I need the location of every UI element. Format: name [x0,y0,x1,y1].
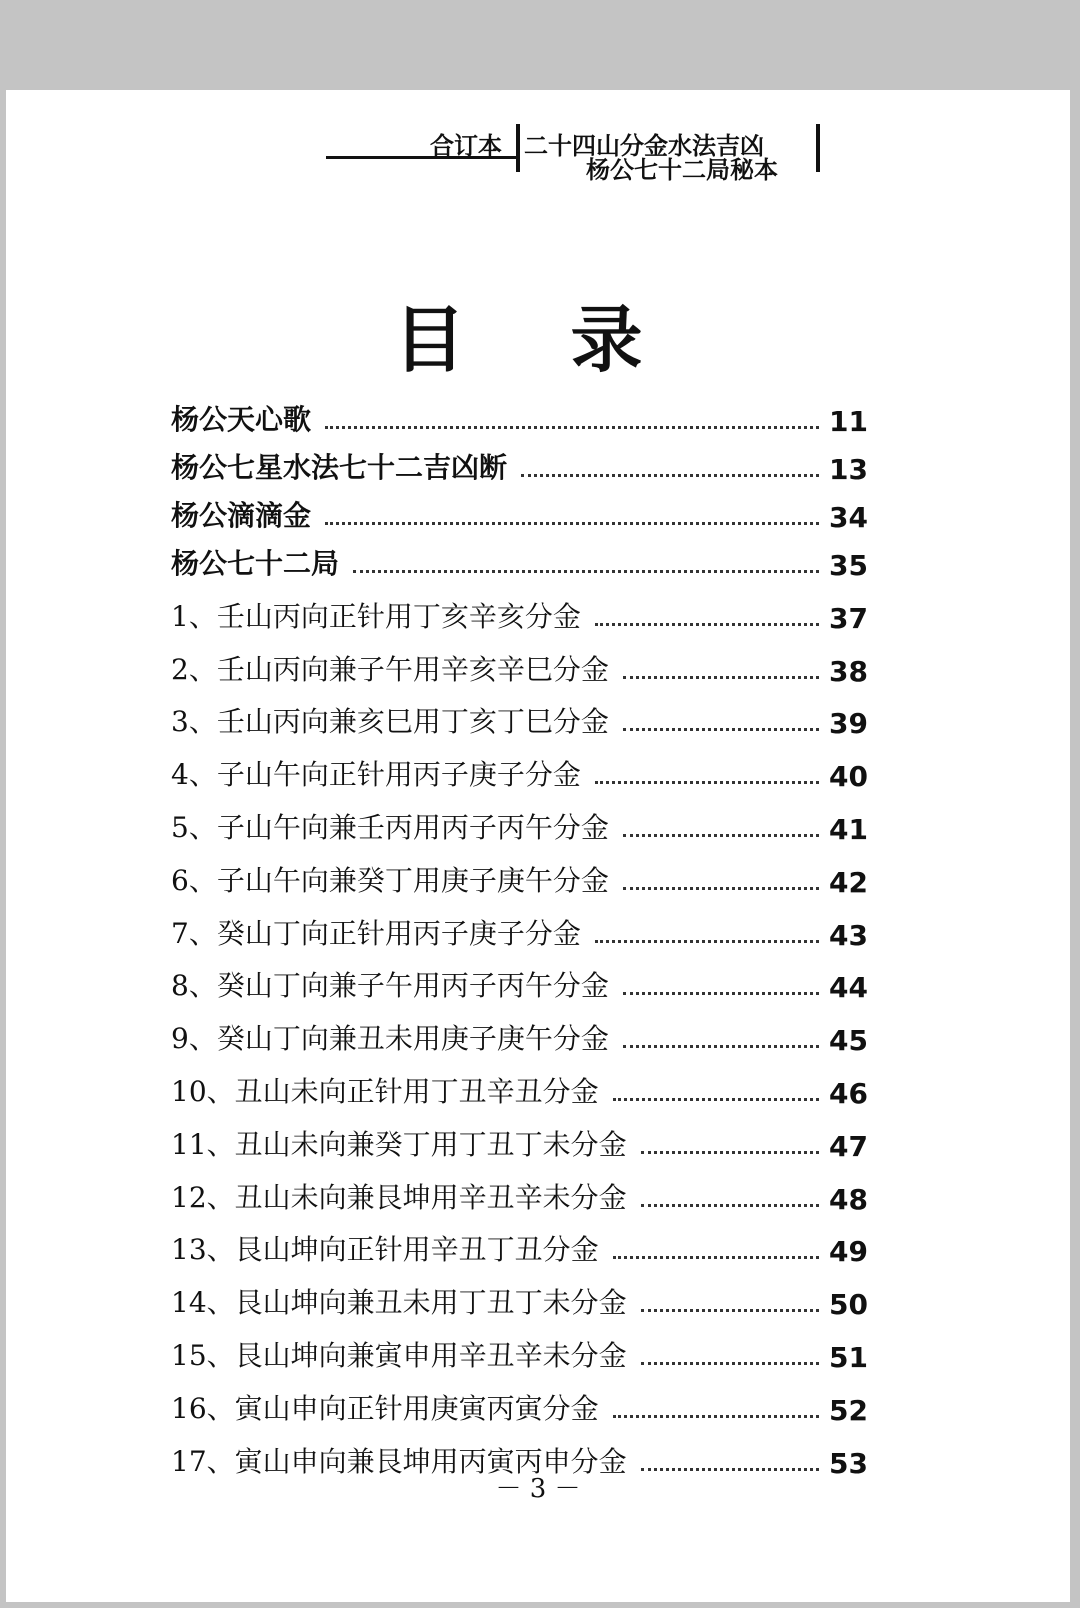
toc-entry-label: 9、癸山丁向兼丑未用庚子庚午分金 [171,1022,609,1056]
toc-entry-page: 44 [829,971,868,1005]
toc-entry-page: 45 [829,1024,868,1058]
toc-entry-page: 41 [829,812,868,846]
toc-entry-label: 11、丑山未向兼癸丁用丁丑丁未分金 [171,1127,627,1161]
leader-dots [595,781,819,784]
toc-entry-label: 5、子山午向兼壬丙用丙子丙午分金 [171,810,609,844]
header-title-line1: 二十四山分金水法吉凶 [524,132,764,160]
leader-dots [641,1362,819,1365]
toc-entry[interactable] [171,582,891,635]
leader-dots [641,1204,819,1207]
toc-title: 目 录 [393,298,683,382]
toc-entry-page: 52 [829,1393,868,1427]
toc-entry[interactable] [171,846,891,899]
toc-entry-label: 15、艮山坤向兼寅申用辛丑辛未分金 [171,1338,627,1372]
toc-entry-label: 17、寅山申向兼艮坤用丙寅丙申分金 [171,1444,627,1478]
toc-entry-page: 48 [829,1182,868,1216]
toc-entry[interactable] [171,635,891,688]
toc-entry-label: 10、丑山未向正针用丁丑辛丑分金 [171,1074,599,1108]
toc-entry-page: 37 [829,601,868,635]
toc-entry-label: 13、艮山坤向正针用辛丑丁丑分金 [171,1233,599,1267]
toc-entry[interactable] [171,793,891,846]
toc-entry-page: 40 [829,760,868,794]
toc-entry[interactable] [171,438,891,486]
toc-entry[interactable] [171,1216,891,1269]
toc-entry-label: 3、壬山丙向兼亥巳用丁亥丁巳分金 [171,705,609,739]
toc-entry[interactable] [171,899,891,952]
leader-dots [595,940,819,943]
leader-dots [641,1151,819,1154]
leader-dots [613,1256,819,1259]
leader-dots [613,1415,819,1418]
header-book-label: 合订本 [430,132,502,160]
leader-dots [641,1309,819,1312]
toc-entry[interactable] [171,1163,891,1216]
toc-entry[interactable] [171,688,891,741]
leader-dots [623,728,819,731]
leader-dots [613,1098,819,1101]
toc-entry-label: 杨公天心歌 [171,403,312,436]
toc-entry-label: 1、壬山丙向正针用丁亥辛亥分金 [171,599,581,633]
leader-dots [623,676,819,679]
toc-entry-page: 34 [829,501,868,534]
toc-entry-label: 16、寅山申向正针用庚寅丙寅分金 [171,1391,599,1425]
toc-entry-page: 42 [829,865,868,899]
toc-entry-page: 51 [829,1340,868,1374]
toc-entry[interactable] [171,1110,891,1163]
toc-entry-page: 11 [829,405,868,438]
toc-entry-label: 12、丑山未向兼艮坤用辛丑辛未分金 [171,1180,627,1214]
leader-dots [623,1045,819,1048]
toc-entry-page: 50 [829,1288,868,1322]
leader-dots [623,887,819,890]
running-header [326,120,846,184]
toc-entry-page: 49 [829,1235,868,1269]
header-bar-left [516,124,520,172]
header-bar-right [816,124,820,172]
toc-entry-label: 2、壬山丙向兼子午用辛亥辛巳分金 [171,652,609,686]
toc-entry-label: 14、艮山坤向兼丑未用丁丑丁未分金 [171,1286,627,1320]
leader-dots [623,834,819,837]
toc-entry-page: 47 [829,1129,868,1163]
toc-entry[interactable] [171,390,891,438]
toc-entry-page: 39 [829,707,868,741]
toc-entry-label: 杨公七星水法七十二吉凶断 [171,451,508,484]
toc-entry[interactable] [171,740,891,793]
toc-entry-label: 8、癸山丁向兼子午用丙子丙午分金 [171,969,609,1003]
toc-entry[interactable] [171,1268,891,1321]
leader-dots [353,570,819,573]
page-number: － 3 － [495,1474,581,1504]
toc-entry[interactable] [171,1004,891,1057]
toc-entry[interactable] [171,1374,891,1427]
toc-entry-page: 53 [829,1446,868,1480]
toc-entry-label: 6、子山午向兼癸丁用庚子庚午分金 [171,863,609,897]
leader-dots [521,474,819,477]
leader-dots [623,992,819,995]
toc-entry-page: 38 [829,654,868,688]
toc-entry-label: 7、癸山丁向正针用丙子庚子分金 [171,916,581,950]
header-title-line2: 杨公七十二局秘本 [586,156,778,184]
toc-entry-page: 13 [829,453,868,486]
leader-dots [325,426,819,429]
toc-entry-page: 46 [829,1076,868,1110]
toc-entry-label: 杨公滴滴金 [171,499,312,532]
toc-entry[interactable] [171,1321,891,1374]
table-of-contents [171,390,891,1480]
book-page [6,90,1070,1602]
toc-entry[interactable] [171,1057,891,1110]
toc-entry-page: 35 [829,549,868,582]
toc-entry[interactable] [171,486,891,534]
toc-entry[interactable] [171,952,891,1005]
toc-entry[interactable] [171,534,891,582]
leader-dots [325,522,819,525]
toc-entry-page: 43 [829,918,868,952]
toc-entry-label: 杨公七十二局 [171,547,340,580]
toc-entry-label: 4、子山午向正针用丙子庚子分金 [171,758,581,792]
leader-dots [595,623,819,626]
